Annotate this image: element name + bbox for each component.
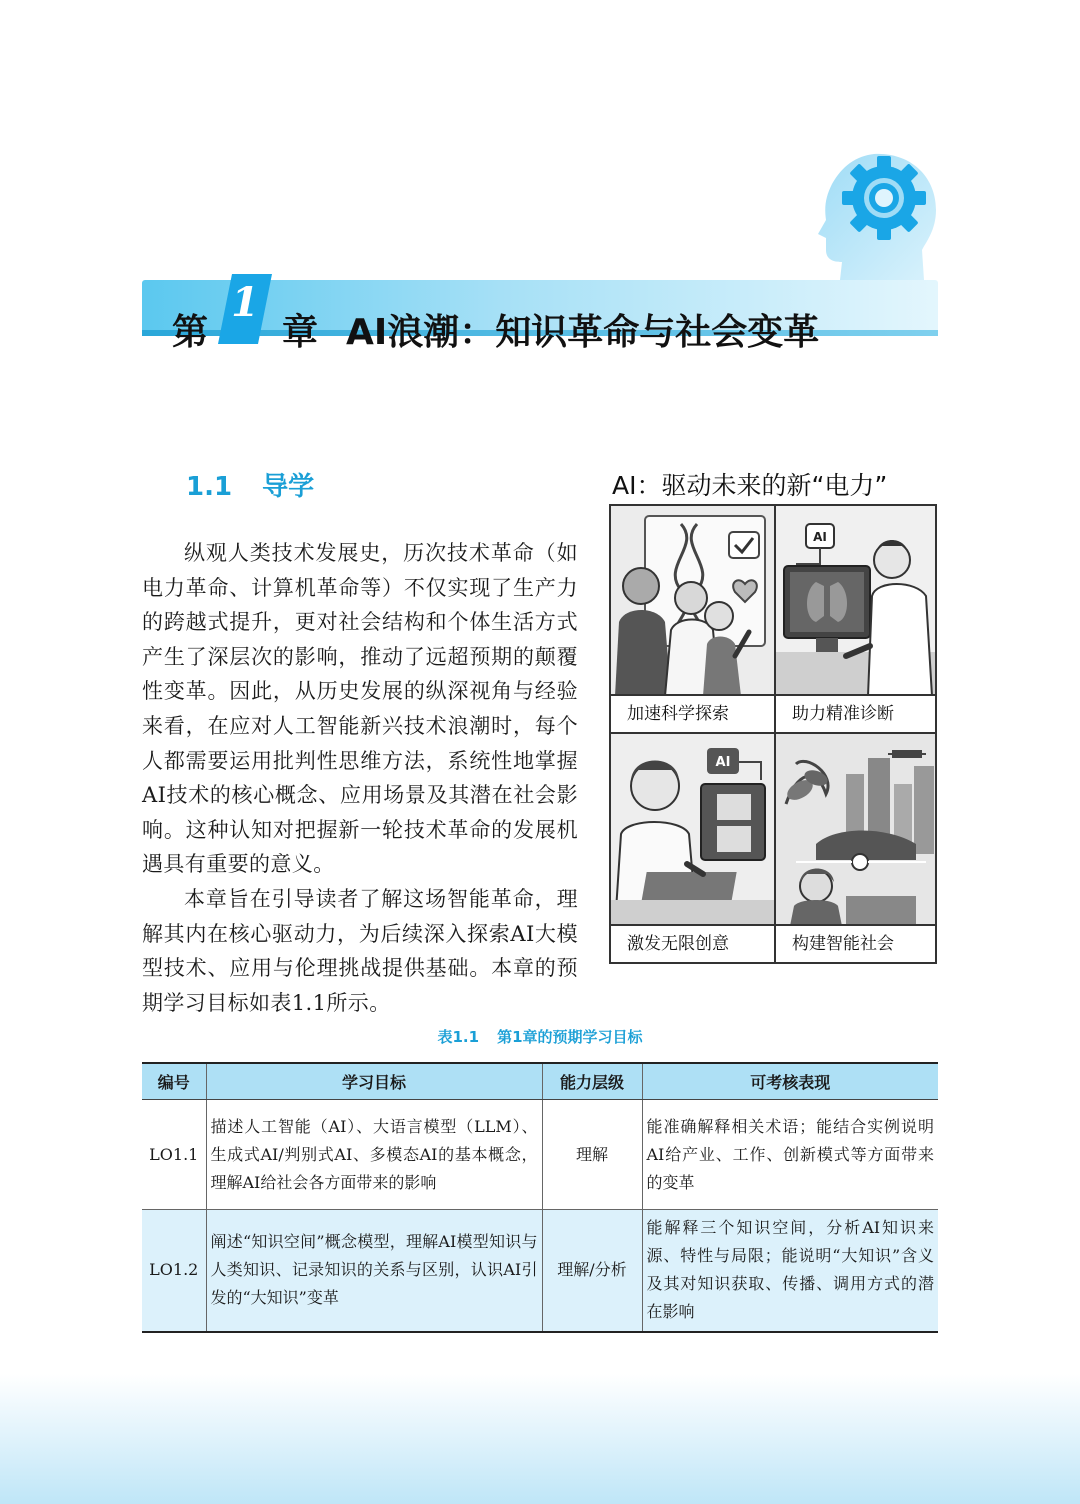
header-goal: 学习目标 <box>206 1063 542 1100</box>
body-paragraph: 纵观人类技术发展史，历次技术革命（如电力革命、计算机革命等）不仅实现了生产力的跨越式提升，更对社会结构和个体生活方式产生了深层次的影响，推动了远超预期的颠覆性变革。因此，从历史发展的纵深视角与经验来看，在应对人工智能新兴技术浪潮时，每个人都需要运用批判性思维方法，系统性地掌握AI技术的核心概念、应用场景及其潜在社会影响。这种认知对把握新一轮技术革命的发展机遇具有重要的意义。 <box>142 541 578 877</box>
header-assessment: 可考核表现 <box>642 1063 938 1100</box>
diagnosis-illustration-icon <box>776 506 935 696</box>
table-caption-label: 表1.1 <box>437 1028 480 1046</box>
learning-goals-table <box>142 1062 938 1333</box>
cell-level: 理解/分析 <box>542 1210 642 1332</box>
cell-id: LO1.1 <box>142 1100 206 1210</box>
diagnosis-ai-badge: AI <box>813 530 827 544</box>
chapter-name: AI浪潮：知识革命与社会变革 <box>346 312 820 353</box>
page-bottom-gradient <box>0 1374 1080 1504</box>
cell-assessment: 能准确解释相关术语；能结合实例说明AI给产业、工作、创新模式等方面带来的变革 <box>642 1100 938 1210</box>
figure-panel-creativity <box>611 734 774 962</box>
figure-caption: 构建智能社会 <box>776 924 935 962</box>
figure-caption: 激发无限创意 <box>611 924 774 962</box>
chapter-title <box>172 279 820 353</box>
header-id: 编号 <box>142 1063 206 1100</box>
chapter-number: 1 <box>231 279 259 326</box>
chapter-suffix: 章 <box>282 312 319 353</box>
figure-panel-diagnosis <box>776 506 935 732</box>
figure-grid <box>609 504 937 964</box>
cell-goal: 描述人工智能（AI）、大语言模型（LLM）、生成式AI/判别式AI、多模态AI的基本概念，理解AI给社会各方面带来的影响 <box>206 1100 542 1210</box>
creativity-illustration-icon <box>611 734 774 926</box>
figure-panel-science <box>611 506 774 732</box>
chapter-prefix: 第 <box>172 312 209 353</box>
science-illustration-icon <box>611 506 774 696</box>
body-paragraph: 本章旨在引导读者了解这场智能革命，理解其内在核心驱动力，为后续深入探索AI大模型技术、应用与伦理挑战提供基础。本章的预期学习目标如表1.1所示。 <box>142 886 578 1015</box>
table-header-row <box>142 1063 938 1100</box>
creativity-ai-badge: AI <box>715 755 731 770</box>
table-caption <box>0 1026 1080 1047</box>
figure-title: AI：驱动未来的新“电力” <box>612 471 888 500</box>
figure-caption: 加速科学探索 <box>611 694 774 732</box>
figure-divider-vertical <box>774 506 776 962</box>
table-row <box>142 1100 938 1210</box>
chapter-number-badge <box>218 279 272 346</box>
section-number: 1.1 <box>186 472 233 502</box>
figure-panel-society <box>776 734 935 962</box>
figure-divider-horizontal <box>611 732 935 734</box>
head-gear-icon <box>812 150 942 282</box>
table-row <box>142 1210 938 1332</box>
header-level: 能力层级 <box>542 1063 642 1100</box>
figure-caption: 助力精准诊断 <box>776 694 935 732</box>
body-text <box>142 536 578 1020</box>
section-heading <box>186 466 314 503</box>
cell-level: 理解 <box>542 1100 642 1210</box>
section-name: 导学 <box>262 472 315 502</box>
cell-assessment: 能解释三个知识空间，分析AI知识来源、特性与局限；能说明“大知识”含义及其对知识获取、传播、调用方式的潜在影响 <box>642 1210 938 1332</box>
society-illustration-icon <box>776 734 935 926</box>
cell-goal: 阐述“知识空间”概念模型，理解AI模型知识与人类知识、记录知识的关系与区别，认识AI引发的“大知识”变革 <box>206 1210 542 1332</box>
table-caption-text: 第1章的预期学习目标 <box>497 1028 643 1046</box>
cell-id: LO1.2 <box>142 1210 206 1332</box>
